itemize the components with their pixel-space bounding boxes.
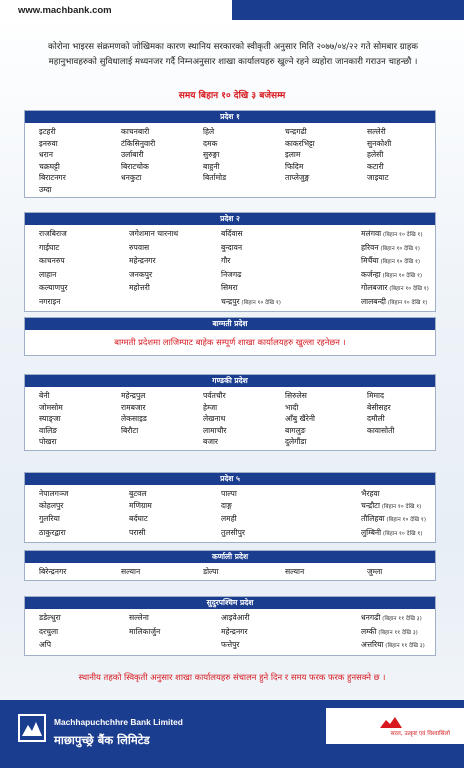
branch-name: जोमसोम (39, 402, 63, 412)
branch-name: सल्लेना (129, 613, 149, 622)
branch-name: जाइयाट (367, 173, 389, 182)
branch-name: रामबजार (121, 402, 146, 412)
branch-name: उम्दा (39, 184, 52, 194)
branch-name: भैरहवा (361, 489, 380, 498)
branch-name: बिर्तामोड (203, 173, 227, 182)
top-blue-band (232, 0, 464, 20)
branch-name: मलंगवा (बिहान १० देखि १) (361, 229, 423, 238)
province-panel-2 (24, 212, 436, 312)
branch-name: इटहरी (39, 127, 56, 136)
branch-name: चन्द्रगढी (285, 127, 307, 136)
branch-name: धरान (39, 150, 53, 159)
branch-name: पाल्पा (221, 489, 237, 498)
province-panel-sudurpashchim (24, 596, 436, 656)
branch-name: महोत्तरी (129, 283, 150, 292)
province-title: सुदुरपश्चिम प्रदेश (25, 597, 435, 609)
branch-name: बाहुनी (203, 161, 220, 171)
branch-name: जनकपुर (129, 269, 153, 279)
branch-name (129, 640, 221, 652)
branch-name: बुन्दावन (221, 242, 243, 252)
branch-name: नगराइन (39, 296, 61, 306)
branch-name: पर्वतचौर (203, 391, 226, 400)
branch-name: सल्यान (121, 567, 141, 576)
branch-name: गुलरिया (39, 514, 60, 523)
branch-name: बिरौटा (121, 425, 139, 435)
province-panel-karnali (24, 550, 436, 581)
branch-grid (25, 563, 435, 580)
slogan-box (326, 708, 464, 744)
province-title: बाग्मती प्रदेश (25, 318, 435, 330)
top-bar (0, 0, 464, 24)
branch-name: बेसीसहर (367, 402, 391, 412)
branch-name: भादी (285, 402, 299, 412)
branch-name: ठाकुरद्वारा (39, 527, 66, 537)
bank-name-en: Machhapuchchhre Bank Limited (54, 717, 183, 727)
branch-name: वालिङ (39, 425, 58, 435)
branch-name: कर्जन्हा (बिहान १० देखि १) (361, 269, 423, 279)
branch-name: स्याङ्जा (39, 414, 61, 423)
bank-slogan: सरल, उत्कृष्ट एवं विश्वासिलो (390, 731, 450, 737)
branch-name: गौर (221, 256, 231, 265)
branch-name: गाईघाट (39, 242, 60, 252)
branch-name: दमक (203, 138, 218, 148)
province-title: प्रदेश २ (25, 213, 435, 225)
branch-name: फिदिम (285, 161, 304, 171)
branch-name (367, 437, 437, 447)
branch-name: दाङ्ग (221, 500, 232, 510)
branch-name: गोलबजार (बिहान १० देखि १) (361, 283, 429, 292)
branch-grid (25, 485, 435, 542)
branch-name: सल्यान (285, 567, 305, 576)
branch-name: अपि (39, 640, 52, 649)
bagmati-message: बाग्मती प्रदेशमा लाजिम्पाट बाहेक सम्पूर्ण शाखा कार्यालयहरु खुल्ला रहनेछन । (114, 337, 346, 347)
branch-name: दरचुला (39, 626, 59, 636)
branch-name: चक्रघट्टी (39, 161, 60, 171)
branch-name: बेनी (39, 391, 50, 400)
branch-name: पोखरा (39, 437, 57, 446)
branch-name: महेन्द्रनगर (129, 256, 156, 265)
branch-name: हलेसी (367, 150, 384, 159)
branch-name: जुम्ला (367, 567, 383, 576)
branch-name: हरिवन (बिहान १० देखि १) (361, 242, 420, 252)
branch-name: लेकसाइड (121, 414, 147, 423)
branch-name: निजगढ (221, 269, 242, 279)
branch-name (121, 437, 203, 447)
branch-name: परासी (129, 527, 146, 537)
branch-name: मालिकार्जुन (129, 626, 161, 636)
branch-name: तौलिहवा (बिहान १० देखि १) (361, 514, 427, 523)
branch-grid (25, 225, 435, 311)
branch-name: बुटवल (129, 489, 147, 498)
branch-name (129, 297, 221, 309)
branch-name: लामाचौर (203, 425, 227, 435)
branch-name: राजबिराज (39, 229, 67, 238)
branch-name: डोल्पा (203, 567, 219, 576)
branch-name: लम्की (बिहान ११ देखि ३) (361, 626, 418, 636)
branch-name: लाहान (39, 269, 57, 279)
bank-footer (0, 700, 464, 768)
branch-name: बिरेन्द्रनगर (39, 567, 67, 576)
branch-name: उर्लाबारी (121, 150, 144, 159)
branch-name: रुपवास (129, 242, 150, 252)
branch-name: दमौली (367, 414, 385, 423)
branch-name: सिमरा (221, 283, 238, 292)
branch-name: काचनरुप (39, 256, 65, 265)
branch-name: बर्दिवास (221, 229, 243, 238)
branch-name: फत्तेपुर (221, 640, 240, 649)
branch-name: हेम्जा (203, 402, 218, 412)
branch-name: धनगढी (बिहान ११ देखि ३) (361, 613, 422, 622)
branch-name: अत्तरिया (बिहान ११ देखि ३) (361, 640, 425, 649)
branch-name: इलाम (285, 150, 301, 159)
branch-name: सुरुङ्गा (203, 150, 220, 159)
branch-name: कटारी (367, 161, 384, 171)
branch-name: ताप्लेजुङ्ग (285, 173, 310, 182)
website-url[interactable]: www.machbank.com (18, 5, 112, 16)
branch-name: मणिग्राम (129, 500, 152, 510)
province-title: कर्णाली प्रदेश (25, 551, 435, 563)
bank-name-ne: माछापुच्छ्रे बैंक लिमिटेड (54, 733, 150, 747)
branch-name: दुलेगौंडा (285, 437, 307, 446)
branch-name: जगेशमान चारनाथ (129, 229, 179, 238)
branch-name: धनकुटा (121, 173, 142, 182)
branch-name: डडेल्धुरा (39, 613, 61, 622)
province-panel-bagmati (24, 317, 436, 356)
branch-name: बिराटनगर (39, 173, 66, 182)
branch-name: चन्द्रपुर (बिहान १० देखि १) (221, 296, 281, 306)
branch-name: लेखनाथ (203, 414, 226, 423)
branch-name: काकरभिट्टा (285, 138, 315, 148)
branch-name: आइवेआरी (221, 613, 250, 622)
branch-name: सुनकोशी (367, 138, 392, 148)
branch-name: तुलसीपुर (221, 527, 245, 537)
branch-name: चन्द्रौटा (बिहान १० देखि १) (361, 500, 422, 510)
branch-name: हिले (203, 127, 215, 136)
branch-grid (25, 123, 435, 197)
province-panel-gandaki (24, 374, 436, 451)
branch-name: कल्याणपुर (39, 283, 68, 292)
branch-name: मिमाद (367, 391, 385, 400)
branch-name: लमही (221, 514, 237, 523)
branch-name: कावासोती (367, 425, 395, 435)
branch-name: महेन्द्रपुल (121, 391, 146, 400)
branch-name: इनरुवा (39, 138, 58, 148)
branch-name: टंकिसिनुवारी (121, 138, 156, 148)
province-title: प्रदेश १ (25, 111, 435, 123)
branch-grid (25, 609, 435, 655)
branch-name: काचनबारी (121, 127, 150, 136)
province-title: गण्डकी प्रदेश (25, 375, 435, 387)
branch-name: सल्लेरी (367, 127, 386, 136)
province-panel-1 (24, 110, 436, 198)
branch-name: बर्दघाट (129, 514, 148, 523)
branch-name: बजार (203, 437, 219, 446)
branch-name: बागलुङ (285, 425, 306, 435)
footer-note: स्थानीय तहको स्विकृती अनुसार शाखा कार्यालयहरु संचालन हुने दिन र समय फरक फरक हुनसक्ने छ । (78, 672, 386, 682)
timing-text: समय बिहान १० देखि ३ बजेसम्म (178, 91, 286, 101)
branch-name: लुम्बिनी (बिहान १० देखि १) (361, 527, 423, 537)
branch-name: सिरुलेस (285, 391, 307, 400)
mountain-icon (380, 716, 402, 728)
branch-name: महेन्द्रनगर (221, 626, 248, 636)
branch-name: मिर्चैया (बिहान १० देखि १) (361, 256, 421, 265)
bank-logo-icon (18, 714, 46, 742)
branch-name: कोहलपुर (39, 500, 64, 510)
branch-name: लालबन्दी (बिहान १० देखि १) (361, 296, 428, 306)
province-title: प्रदेश ५ (25, 473, 435, 485)
intro-text: कोरोना भाइरस संक्रमणको जोखिमका कारण स्थानिय सरकारको स्वीकृती अनुसार मिति २०७७/०४/२२ गते सोमबार ग्राहक महानुभावहरुको सुविधालाई मध्यनजर गर्दै निम्नअनुसार शाखा कार्यालयहरु खुल्ने रहने व्यहोरा जानकारी गराउन चाहन्छौ । (48, 42, 418, 67)
branch-name: आँबु खैरेनी (285, 414, 316, 423)
branch-name: नेपालगञ्ज (39, 489, 69, 498)
branch-name: बिराटचोक (121, 161, 149, 171)
province-panel-5 (24, 472, 436, 543)
branch-grid (25, 387, 435, 450)
